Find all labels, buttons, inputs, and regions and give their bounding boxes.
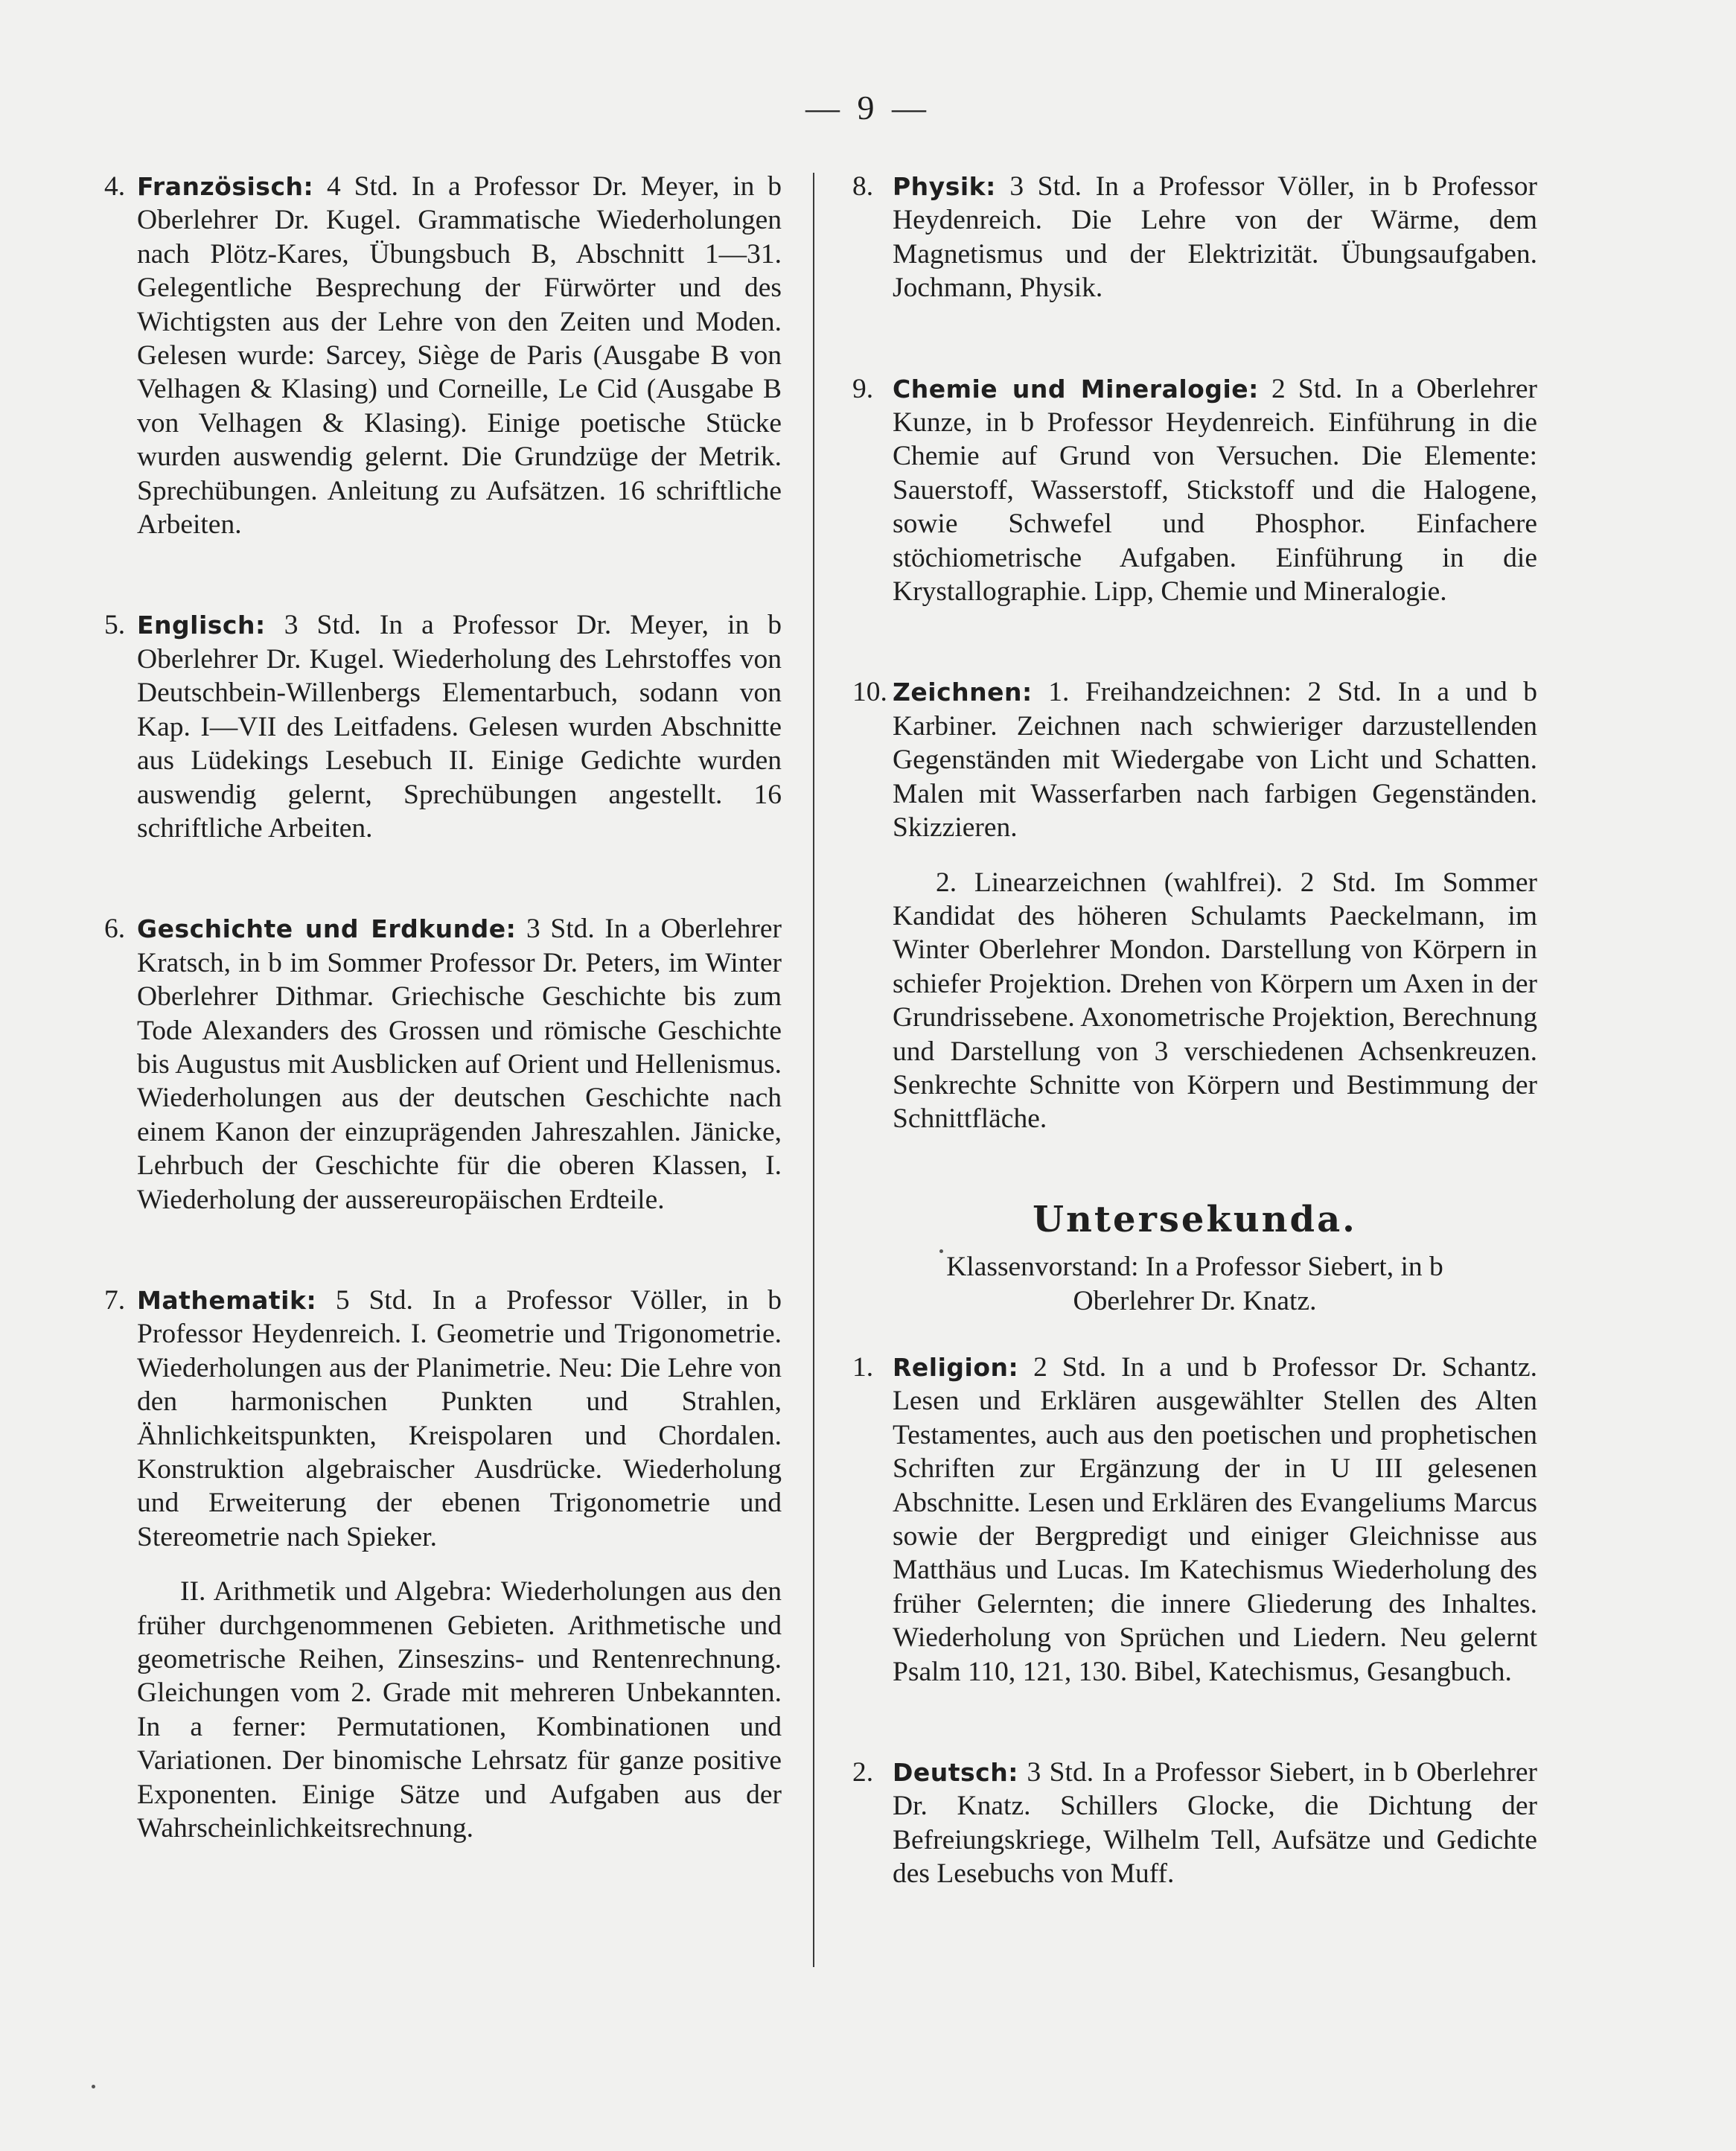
subject-title: Deutsch: xyxy=(893,1758,1018,1788)
section-text: 3 Std. In a Professor Völler, in b Professor Heydenreich. Die Lehre von der Wärme, dem Magnetismus und der Elektrizität. Übungsaufgaben. Jochmann, Physik. xyxy=(893,171,1538,304)
page-number: — 9 — xyxy=(805,89,931,127)
left-column xyxy=(104,170,782,1912)
section-franzoesisch xyxy=(104,170,782,541)
section-text: 5 Std. In a Professor Völler, in b Professor Heydenreich. I. Geometrie und Trigonometrie. Wiederholungen aus der Planimetrie. Neu: Die Lehre von den harmonischen Punkten und Strahlen, Ähnlichkeitspunkten, Kreispolaren und Chordalen. Konstruktion algebraischer Ausdrücke. Wiederholung und Erweiterung der ebenen Trigonometrie und Stereometrie nach Spieker. xyxy=(137,1284,782,1552)
intro-line: Oberlehrer Dr. Knatz. xyxy=(1073,1285,1317,1316)
section-mathematik xyxy=(104,1284,782,1846)
section-text: 3 Std. In a Professor Siebert, in b Oberlehrer Dr. Knatz. Schillers Glocke, die Dichtung der Befreiungskriege, Wilhelm Tell, Aufsätze und Gedichte des Lesebuchs von Muff. xyxy=(893,1757,1538,1890)
class-intro xyxy=(852,1250,1537,1318)
section-text-part2: 2. Linearzeichnen (wahlfrei). 2 Std. Im Sommer Kandidat des höheren Schulamts Paeckelmann, im Winter Oberlehrer Mondon. Darstellung von Körpern in schiefer Projektion. Drehen von Körpern um Axen in der Grundrissebene. Axonometrische Projektion, Berechnung und Darstellung von 3 verschiedenen Achsenkreuzen. Senkrechte Schnitte von Körpern und Bestimmung der Schnittfläche. xyxy=(893,867,1537,1135)
right-column xyxy=(852,170,1537,1958)
section-number: 2. xyxy=(852,1757,874,1788)
section-number: 7. xyxy=(104,1284,126,1316)
column-divider xyxy=(813,173,814,1967)
section-deutsch xyxy=(852,1756,1537,1891)
section-englisch xyxy=(104,608,782,845)
section-number: 6. xyxy=(104,914,126,945)
section-text: 2 Std. In a und b Professor Dr. Schantz. Lesen und Erklären ausgewählter Stellen des Alten Testamentes, auch aus den poetischen und prophetischen Schriften zur Ergänzung der in U III gelesenen Abschnitte. Lesen und Erklären des Evangeliums Marcus sowie der Bergpredigt und einiger Gleichnisse aus Matthäus und Lucas. Im Katechismus Wiederholung des früher Gelernten; die innere Gliederung des Inhaltes. Wiederholung von Sprüchen und Liedern. Neu gelernt Psalm 110, 121, 130. Bibel, Katechismus, Gesangbuch. xyxy=(893,1351,1538,1687)
subject-title: Religion: xyxy=(893,1352,1019,1382)
section-text: 4 Std. In a Professor Dr. Meyer, in b Oberlehrer Dr. Kugel. Grammatische Wiederholungen nach Plötz-Kares, Übungsbuch B, Abschnitt 1—31. Gelegentliche Besprechung der Fürwörter und des Wichtigsten aus der Lehre von den Zeiten und Moden. Gelesen wurde: Sarcey, Siège de Paris (Ausgabe B von Velhagen & Klasing) und Corneille, Le Cid (Ausgabe B von Velhagen & Klasing). Einige poetische Stücke wurden auswendig gelernt. Die Grundzüge der Metrik. Sprechübungen. Anleitung zu Aufsätzen. 16 schriftliche Arbeiten. xyxy=(137,171,782,541)
section-number: 1. xyxy=(852,1351,874,1383)
section-number: 4. xyxy=(104,171,126,202)
speck-mark xyxy=(92,2085,95,2088)
subject-title: Physik: xyxy=(893,172,996,201)
subject-title: Chemie und Mineralogie: xyxy=(893,374,1259,404)
class-heading: Untersekunda. xyxy=(1033,1198,1357,1240)
subject-title: Zeichnen: xyxy=(893,678,1033,707)
subject-title: Englisch: xyxy=(137,611,266,640)
section-chemie xyxy=(852,372,1537,609)
section-text: 3 Std. In a Professor Dr. Meyer, in b Oberlehrer Dr. Kugel. Wiederholung des Lehrstoffes von Deutschbein-Willenbergs Elementarbuch, sodann von Kap. I—VII des Leitfadens. Gelesen wurden Abschnitte aus Lüdekings Lesebuch II. Einige Gedichte wurden auswendig gelernt, Sprechübungen angestellt. 16 schriftliche Arbeiten. xyxy=(137,610,782,844)
section-religion xyxy=(852,1351,1537,1689)
section-text: 3 Std. In a Oberlehrer Kratsch, in b im Sommer Professor Dr. Peters, im Winter Oberlehrer Dithmar. Griechische Geschichte bis zum Tode Alexanders des Grossen und römische Geschichte bis Augustus mit Ausblicken auf Orient und Hellenismus. Wiederholungen aus der deutschen Geschichte nach einem Kanon der einzuprägenden Jahreszahlen. Jänicke, Lehrbuch der Geschichte für die oberen Klassen, I. Wiederholung der aussereuropäischen Erdteile. xyxy=(137,914,782,1215)
section-text-part2: II. Arithmetik und Algebra: Wiederholungen aus den früher durchgenommenen Gebieten. Arithmetische und geometrische Reihen, Zinseszins- und Rentenrechnung. Gleichungen vom 2. Grade mit mehreren Unbekannten. In a ferner: Permutationen, Kombinationen und Variationen. Der binomische Lehrsatz für ganze positive Exponenten. Einige Sätze und Aufgaben aus der Wahrscheinlichkeitsrechnung. xyxy=(137,1576,782,1844)
section-text: 2 Std. In a Oberlehrer Kunze, in b Professor Heydenreich. Einführung in die Chemie auf Grund von Versuchen. Die Elemente: Sauerstoff, Wasserstoff, Stickstoff und die Halogene, sowie Schwefel und Phosphor. Einfachere stöchiometrische Aufgaben. Einführung in die Krystallographie. Lipp, Chemie und Mineralogie. xyxy=(893,373,1537,608)
section-text: 1. Freihandzeichnen: 2 Std. In a und b Karbiner. Zeichnen nach schwieriger darzustellenden Gegenständen mit Wiedergabe von Licht und Schatten. Malen mit Wasserfarben nach farbigen Gegenständen. Skizzieren. xyxy=(893,677,1537,844)
subject-title: Geschichte und Erdkunde: xyxy=(137,914,517,944)
section-number: 5. xyxy=(104,610,126,641)
section-number: 8. xyxy=(852,171,874,202)
intro-line: Klassenvorstand: In a Professor Siebert, in b xyxy=(946,1252,1443,1283)
subject-title: Mathematik: xyxy=(137,1285,317,1315)
section-geschichte xyxy=(104,912,782,1217)
section-zeichnen xyxy=(852,675,1537,1135)
subject-title: Französisch: xyxy=(137,172,314,201)
section-number: 9. xyxy=(852,373,874,404)
section-physik xyxy=(852,170,1537,305)
section-number: 10. xyxy=(852,677,887,708)
